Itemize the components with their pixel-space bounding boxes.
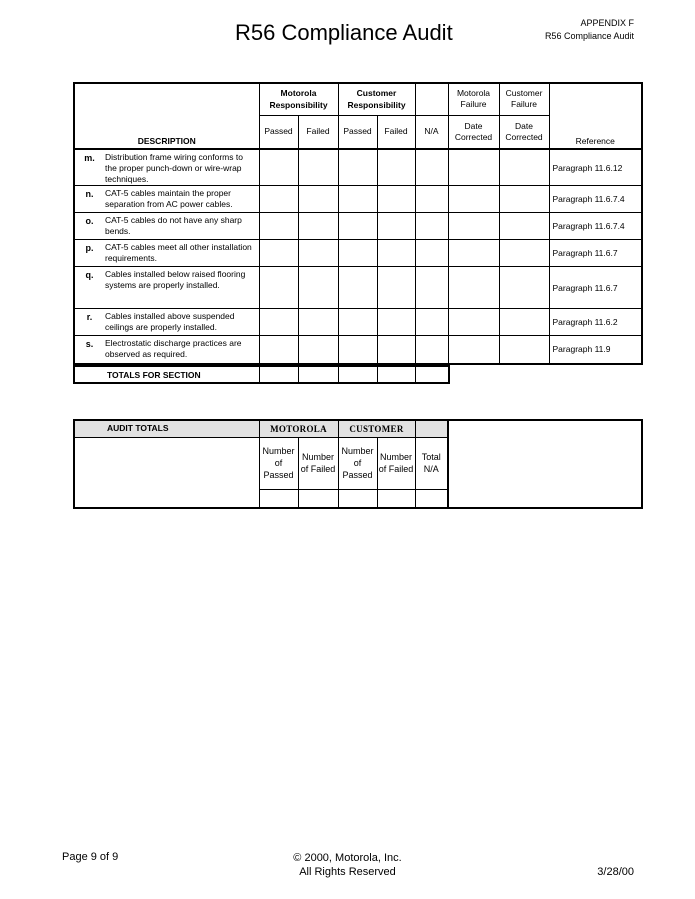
motorola-passed-cell[interactable] bbox=[259, 267, 298, 309]
table-row bbox=[74, 149, 642, 186]
total-customer-passed[interactable] bbox=[338, 366, 377, 383]
audit-customer-failed-header: Number of Failed bbox=[377, 437, 415, 489]
row-letter: p. bbox=[74, 240, 104, 267]
row-description: CAT-5 cables meet all other installation requirements. bbox=[104, 240, 259, 267]
audit-total-na-header: Total N/A bbox=[415, 437, 448, 489]
na-cell[interactable] bbox=[415, 186, 448, 213]
motorola-passed-cell[interactable] bbox=[259, 240, 298, 267]
page-title: R56 Compliance Audit bbox=[235, 20, 453, 45]
motorola-failed-cell[interactable] bbox=[298, 336, 338, 364]
table-row bbox=[74, 213, 642, 240]
document-date: 3/28/00 bbox=[597, 866, 634, 878]
audit-totals-table bbox=[73, 419, 643, 509]
audit-motorola-passed-header: Number of Passed bbox=[259, 437, 298, 489]
row-reference: Paragraph 11.6.12 bbox=[549, 149, 642, 186]
audit-notes-area[interactable] bbox=[448, 420, 642, 508]
audit-customer-failed-value[interactable] bbox=[377, 489, 415, 508]
motorola-date-corrected-header: Date Corrected bbox=[448, 115, 499, 149]
customer-failed-cell[interactable] bbox=[377, 309, 415, 336]
audit-motorola-passed-value[interactable] bbox=[259, 489, 298, 508]
row-description: CAT-5 cables do not have any sharp bends. bbox=[104, 213, 259, 240]
motorola-date-cell[interactable] bbox=[448, 240, 499, 267]
audit-customer-passed-value[interactable] bbox=[338, 489, 377, 508]
audit-totals-label: AUDIT TOTALS bbox=[74, 420, 259, 437]
rights-line: All Rights Reserved bbox=[299, 866, 396, 878]
na-cell[interactable] bbox=[415, 213, 448, 240]
total-motorola-passed[interactable] bbox=[259, 366, 298, 383]
row-reference: Paragraph 11.6.2 bbox=[549, 309, 642, 336]
total-motorola-failed[interactable] bbox=[298, 366, 338, 383]
customer-passed-cell[interactable] bbox=[338, 309, 377, 336]
totals-label: TOTALS FOR SECTION bbox=[74, 366, 259, 383]
row-letter: r. bbox=[74, 309, 104, 336]
customer-responsibility-header: Customer Responsibility bbox=[338, 83, 415, 115]
row-description: CAT-5 cables maintain the proper separation from AC power cables. bbox=[104, 186, 259, 213]
customer-passed-cell[interactable] bbox=[338, 186, 377, 213]
table-row bbox=[74, 309, 642, 336]
audit-blank-area bbox=[74, 437, 259, 508]
audit-motorola-failed-header: Number of Failed bbox=[298, 437, 338, 489]
motorola-passed-cell[interactable] bbox=[259, 213, 298, 240]
total-customer-failed[interactable] bbox=[377, 366, 415, 383]
appendix-label: APPENDIX F bbox=[580, 18, 634, 28]
customer-date-cell[interactable] bbox=[499, 240, 549, 267]
totals-for-section bbox=[73, 365, 450, 384]
motorola-date-cell[interactable] bbox=[448, 309, 499, 336]
customer-passed-header: Passed bbox=[338, 115, 377, 149]
row-reference: Paragraph 11.6.7 bbox=[549, 267, 642, 309]
motorola-failed-cell[interactable] bbox=[298, 309, 338, 336]
na-header: N/A bbox=[415, 115, 448, 149]
description-header: DESCRIPTION bbox=[74, 83, 259, 149]
table-row bbox=[74, 336, 642, 364]
customer-failed-header: Failed bbox=[377, 115, 415, 149]
motorola-passed-header: Passed bbox=[259, 115, 298, 149]
motorola-failure-header: Motorola Failure bbox=[448, 83, 499, 115]
customer-failed-cell[interactable] bbox=[377, 186, 415, 213]
motorola-failed-cell[interactable] bbox=[298, 267, 338, 309]
motorola-responsibility-header: Motorola Responsibility bbox=[259, 83, 338, 115]
audit-total-na-value[interactable] bbox=[415, 489, 448, 508]
row-letter: s. bbox=[74, 336, 104, 364]
na-top-cell bbox=[415, 83, 448, 115]
table-row bbox=[74, 267, 642, 309]
customer-date-cell[interactable] bbox=[499, 309, 549, 336]
row-reference: Paragraph 11.6.7.4 bbox=[549, 186, 642, 213]
motorola-failed-cell[interactable] bbox=[298, 240, 338, 267]
table-row bbox=[74, 186, 642, 213]
na-cell[interactable] bbox=[415, 267, 448, 309]
customer-failed-cell[interactable] bbox=[377, 149, 415, 186]
customer-passed-cell[interactable] bbox=[338, 213, 377, 240]
customer-date-cell[interactable] bbox=[499, 267, 549, 309]
customer-date-cell[interactable] bbox=[499, 213, 549, 240]
customer-failed-cell[interactable] bbox=[377, 336, 415, 364]
row-description: Distribution frame wiring conforms to the proper punch-down or wire-wrap techniques. bbox=[104, 149, 259, 186]
row-description: Cables installed below raised flooring systems are properly installed. bbox=[104, 267, 259, 309]
row-letter: n. bbox=[74, 186, 104, 213]
audit-customer-header: CUSTOMER bbox=[338, 420, 415, 437]
customer-date-cell[interactable] bbox=[499, 149, 549, 186]
table-row bbox=[74, 240, 642, 267]
customer-date-corrected-header: Date Corrected bbox=[499, 115, 549, 149]
copyright-line: © 2000, Motorola, Inc. bbox=[293, 852, 402, 864]
customer-passed-cell[interactable] bbox=[338, 149, 377, 186]
customer-passed-cell[interactable] bbox=[338, 336, 377, 364]
motorola-date-cell[interactable] bbox=[448, 336, 499, 364]
total-na[interactable] bbox=[415, 366, 449, 383]
row-description: Cables installed above suspended ceilings are properly installed. bbox=[104, 309, 259, 336]
copyright bbox=[250, 851, 445, 879]
audit-customer-passed-header: Number of Passed bbox=[338, 437, 377, 489]
customer-failed-cell[interactable] bbox=[377, 213, 415, 240]
audit-na-top bbox=[415, 420, 448, 437]
motorola-passed-cell[interactable] bbox=[259, 149, 298, 186]
row-letter: m. bbox=[74, 149, 104, 186]
customer-date-cell[interactable] bbox=[499, 186, 549, 213]
na-cell[interactable] bbox=[415, 240, 448, 267]
motorola-passed-cell[interactable] bbox=[259, 309, 298, 336]
motorola-failed-cell[interactable] bbox=[298, 213, 338, 240]
na-cell[interactable] bbox=[415, 149, 448, 186]
page-number: Page 9 of 9 bbox=[62, 851, 119, 863]
motorola-date-cell[interactable] bbox=[448, 186, 499, 213]
appendix-subtitle: R56 Compliance Audit bbox=[544, 31, 634, 41]
motorola-passed-cell[interactable] bbox=[259, 186, 298, 213]
audit-motorola-header: MOTOROLA bbox=[259, 420, 338, 437]
motorola-date-cell[interactable] bbox=[448, 267, 499, 309]
customer-failed-cell[interactable] bbox=[377, 267, 415, 309]
motorola-date-cell[interactable] bbox=[448, 149, 499, 186]
customer-date-cell[interactable] bbox=[499, 336, 549, 364]
customer-passed-cell[interactable] bbox=[338, 240, 377, 267]
row-reference: Paragraph 11.6.7.4 bbox=[549, 213, 642, 240]
reference-header: Reference bbox=[549, 83, 642, 149]
row-description: Electrostatic discharge practices are observed as required. bbox=[104, 336, 259, 364]
row-letter: o. bbox=[74, 213, 104, 240]
na-cell[interactable] bbox=[415, 336, 448, 364]
row-reference: Paragraph 11.9 bbox=[549, 336, 642, 364]
row-reference: Paragraph 11.6.7 bbox=[549, 240, 642, 267]
row-letter: q. bbox=[74, 267, 104, 309]
na-cell[interactable] bbox=[415, 309, 448, 336]
motorola-passed-cell[interactable] bbox=[259, 336, 298, 364]
customer-failed-cell[interactable] bbox=[377, 240, 415, 267]
motorola-failed-header: Failed bbox=[298, 115, 338, 149]
customer-failure-header: Customer Failure bbox=[499, 83, 549, 115]
motorola-date-cell[interactable] bbox=[448, 213, 499, 240]
motorola-failed-cell[interactable] bbox=[298, 149, 338, 186]
compliance-table bbox=[73, 82, 643, 365]
motorola-failed-cell[interactable] bbox=[298, 186, 338, 213]
customer-passed-cell[interactable] bbox=[338, 267, 377, 309]
audit-motorola-failed-value[interactable] bbox=[298, 489, 338, 508]
